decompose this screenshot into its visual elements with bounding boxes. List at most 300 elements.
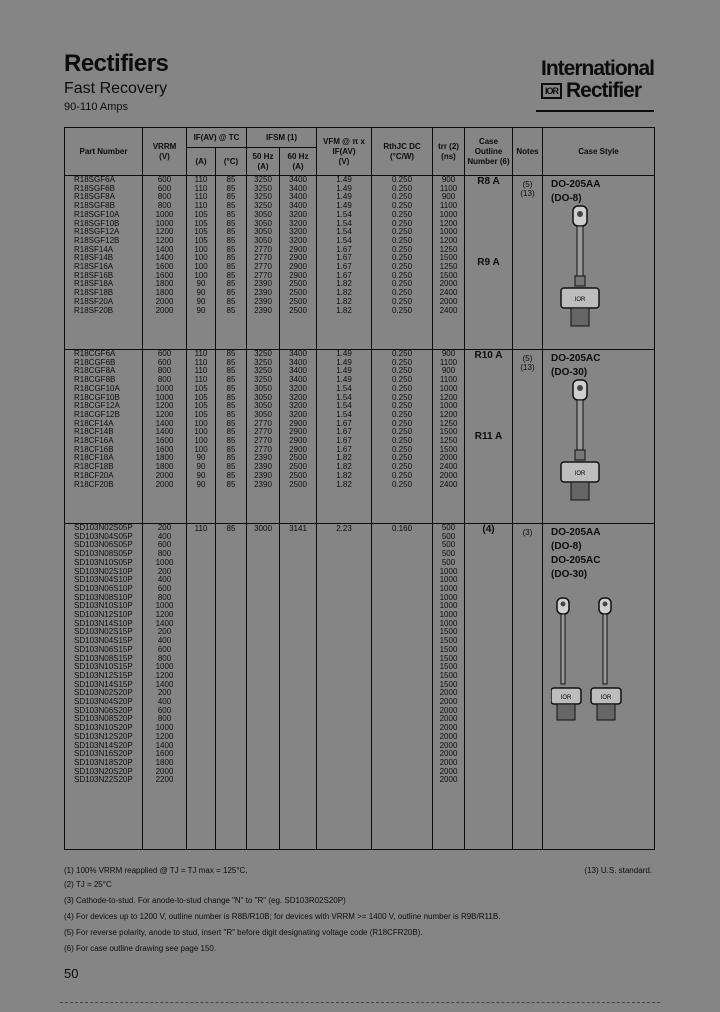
table-cell-ifsm60: 2500 <box>289 470 307 480</box>
part-number: R18SGF10B <box>74 218 120 228</box>
table-cell-vrrm: 1200 <box>155 731 174 741</box>
table-cell-trr: 1200 <box>439 235 458 245</box>
table-cell-trr: 2000 <box>439 766 458 776</box>
part-number: SD103N04S20P <box>74 697 133 707</box>
table-cell-ifav: 100 <box>194 427 208 437</box>
table-cell-trr: 2000 <box>439 697 458 707</box>
header-style: Case Style <box>543 128 655 176</box>
table-cell-trr: 2000 <box>439 714 458 724</box>
table-cell-ifav: 110 <box>194 192 208 202</box>
part-number: R18CF14B <box>74 427 114 437</box>
outline-r8a: R8 A <box>477 176 500 187</box>
footnote-2: (2) TJ = 25°C <box>64 880 112 889</box>
header-vrrm: VRRM (V) <box>143 128 187 176</box>
case-style-alt: (DO-30) <box>551 367 588 378</box>
table-cell-trr: 1500 <box>439 627 458 637</box>
outline-note-4: (4) <box>482 524 495 535</box>
table-cell-ifsm60: 2900 <box>289 418 307 428</box>
table-cell-trr: 1250 <box>439 436 458 446</box>
table-cell-vrrm: 1600 <box>155 262 174 272</box>
device-label-b: IOR <box>600 695 612 701</box>
table-cell-ifsm50: 3250 <box>254 366 272 376</box>
table-cell-ifsm50: 3050 <box>254 209 272 219</box>
part-number: SD103N10S20P <box>74 723 133 733</box>
table-cell-ifsm60: 2900 <box>289 444 307 454</box>
table-cell-ifsm50: 2390 <box>254 470 272 480</box>
header-trr: trr (2) (ns) <box>433 128 465 176</box>
table-cell-trr: 1000 <box>439 583 458 593</box>
part-number: R18CF16B <box>74 444 114 454</box>
ior-logo-icon: IOR <box>541 83 562 99</box>
part-number: R18SGF12A <box>74 227 120 237</box>
sd-tc: 85 <box>226 524 236 533</box>
part-number: SD103N02S05P <box>74 523 133 532</box>
table-cell-trr: 1250 <box>439 244 458 254</box>
part-number: R18CF14A <box>74 418 114 428</box>
table-cell-ifsm60: 2900 <box>289 244 307 254</box>
table-cell-tc: 85 <box>226 209 236 219</box>
table-cell-vfm: 1.67 <box>336 444 352 454</box>
part-number: R18CGF8B <box>74 375 116 385</box>
brand-line2-row <box>541 80 654 102</box>
table-cell-trr: 1000 <box>439 383 458 393</box>
table-cell-vrrm: 2000 <box>155 766 174 776</box>
bottom-divider <box>60 1002 660 1004</box>
part-number: R18SGF6B <box>74 183 115 193</box>
footnote-3: (3) Cathode-to-stud. For anode-to-stud change "N" to "R" (eg. SD103R02S20P) <box>64 896 346 905</box>
table-cell-vrrm: 2000 <box>155 470 174 480</box>
table-cell-ifsm50: 2770 <box>254 444 272 454</box>
table-cell-rth: 0.250 <box>392 409 413 419</box>
table-cell-ifsm50: 2390 <box>254 288 272 298</box>
table-cell-vfm: 1.49 <box>336 192 352 202</box>
table-cell-trr: 900 <box>441 175 456 184</box>
table-cell-vfm: 1.54 <box>336 401 352 411</box>
brand-logo <box>541 58 654 102</box>
table-cell-ifav: 105 <box>194 409 208 419</box>
table-cell-ifav: 105 <box>194 209 208 219</box>
table-cell-ifsm50: 2770 <box>254 262 272 272</box>
table-cell-vrrm: 800 <box>157 549 172 559</box>
table-cell-vrrm: 1200 <box>155 401 174 411</box>
brand-line2: Rectifier <box>566 79 642 102</box>
part-number: SD103N18S20P <box>74 757 133 767</box>
note-3: (3) <box>522 528 533 537</box>
table-cell-ifsm50: 2390 <box>254 296 272 306</box>
table-cell-vfm: 1.54 <box>336 227 352 237</box>
table-cell-ifsm60: 2500 <box>289 453 307 463</box>
sd-ifsm60: 3141 <box>289 524 307 533</box>
table-cell-ifsm60: 2500 <box>289 479 307 489</box>
table-cell-ifsm60: 3200 <box>289 218 307 228</box>
table-cell-trr: 1000 <box>439 401 458 411</box>
table-cell-vrrm: 200 <box>157 566 172 576</box>
table-cell-tc: 85 <box>226 253 236 263</box>
table-cell-rth: 0.250 <box>392 235 413 245</box>
table-cell-tc: 85 <box>226 470 236 480</box>
table-cell-vfm: 1.49 <box>336 175 352 184</box>
case-style-ac-alt: (DO-30) <box>551 569 588 580</box>
header-ifsm-60: 60 Hz (A) <box>280 148 317 176</box>
part-number: SD103N08S10P <box>74 592 133 602</box>
table-cell-ifsm60: 3400 <box>289 357 307 367</box>
current-range: 90-110 Amps <box>64 101 129 113</box>
table-cell-trr: 500 <box>441 549 456 559</box>
table-cell-ifsm50: 3050 <box>254 218 272 228</box>
table-cell-vrrm: 1400 <box>155 427 174 437</box>
table-cell-ifsm50: 3250 <box>254 175 272 184</box>
table-cell-trr: 1200 <box>439 409 458 419</box>
table-cell-ifsm50: 3250 <box>254 192 272 202</box>
table-cell-vfm: 1.67 <box>336 427 352 437</box>
part-number: SD103N10S10P <box>74 601 133 611</box>
case-style-cell <box>543 524 655 850</box>
table-cell-ifsm60: 2500 <box>289 305 307 315</box>
notes-cell <box>513 524 543 850</box>
table-cell-vfm: 1.67 <box>336 436 352 446</box>
table-cell-ifsm60: 2900 <box>289 253 307 263</box>
table-cell-trr: 500 <box>441 540 456 550</box>
table-cell-rth: 0.250 <box>392 209 413 219</box>
table-cell-rth: 0.250 <box>392 427 413 437</box>
table-cell-rth: 0.250 <box>392 479 413 489</box>
table-cell-ifsm60: 2500 <box>289 279 307 289</box>
table-cell-ifsm60: 2900 <box>289 436 307 446</box>
table-cell-vrrm: 1200 <box>155 409 174 419</box>
table-cell-rth: 0.250 <box>392 436 413 446</box>
table-cell-ifav: 110 <box>194 375 208 385</box>
table-cell-vfm: 1.54 <box>336 235 352 245</box>
table-cell-ifsm50: 2390 <box>254 479 272 489</box>
table-cell-rth: 0.250 <box>392 444 413 454</box>
table-cell-ifsm50: 2770 <box>254 436 272 446</box>
table-cell-vfm: 1.67 <box>336 270 352 280</box>
outline-r9a: R9 A <box>477 256 500 268</box>
header-part: Part Number <box>65 128 143 176</box>
table-cell-ifsm50: 2770 <box>254 418 272 428</box>
part-number: SD103N12S10P <box>74 610 133 620</box>
part-number: R18SGF10A <box>74 209 120 219</box>
table-cell-vfm: 1.49 <box>336 357 352 367</box>
notes-cell <box>513 350 543 524</box>
table-cell-rth: 0.250 <box>392 253 413 263</box>
table-cell-vrrm: 1200 <box>155 235 174 245</box>
table-cell-vfm: 1.82 <box>336 288 352 298</box>
table-cell-ifsm60: 2900 <box>289 262 307 272</box>
table-cell-rth: 0.250 <box>392 401 413 411</box>
note-13: (13) <box>520 363 535 372</box>
table-cell-vrrm: 1400 <box>155 253 174 263</box>
table-cell-vrrm: 400 <box>157 575 172 585</box>
header-outline: Case Outline Number (6) <box>465 128 513 176</box>
table-cell-vrrm: 1800 <box>155 279 174 289</box>
table-cell-rth: 0.250 <box>392 349 413 358</box>
table-cell-trr: 2000 <box>439 705 458 715</box>
case-style-cell <box>543 176 655 350</box>
table-cell-ifsm60: 3200 <box>289 209 307 219</box>
table-cell-trr: 1000 <box>439 566 458 576</box>
table-cell-tc: 85 <box>226 436 236 446</box>
table-cell-tc: 85 <box>226 401 236 411</box>
part-number: SD103N02S20P <box>74 688 133 698</box>
table-cell-vrrm: 800 <box>157 192 172 202</box>
table-cell-trr: 1500 <box>439 662 458 672</box>
table-cell-trr: 1500 <box>439 636 458 646</box>
table-cell-vrrm: 600 <box>157 705 172 715</box>
brand-rule <box>536 110 654 112</box>
table-cell-vrrm: 1600 <box>155 436 174 446</box>
table-cell-ifsm50: 3250 <box>254 183 272 193</box>
table-cell-vrrm: 2000 <box>155 479 174 489</box>
table-cell-vrrm: 1800 <box>155 288 174 298</box>
part-number: R18SF20A <box>74 296 114 306</box>
part-number: SD103N08S05P <box>74 549 133 559</box>
table-cell-ifsm60: 2500 <box>289 462 307 472</box>
table-cell-trr: 1500 <box>439 253 458 263</box>
header-ifav: IF(AV) @ TC <box>187 128 247 148</box>
table-cell-tc: 85 <box>226 375 236 385</box>
header-vfm: VFM @ π x IF(AV) (V) <box>317 128 372 176</box>
page-subtitle: Fast Recovery <box>64 80 168 97</box>
sd-ifsm50: 3000 <box>254 524 272 533</box>
outline-cell <box>465 524 513 850</box>
table-cell-tc: 85 <box>226 183 236 193</box>
part-number: R18SGF8B <box>74 201 115 211</box>
table-cell-vrrm: 1400 <box>155 618 174 628</box>
table-cell-ifsm60: 3400 <box>289 183 307 193</box>
table-cell-vrrm: 800 <box>157 714 172 724</box>
table-cell-tc: 85 <box>226 366 236 376</box>
table-cell-vrrm: 600 <box>157 183 172 193</box>
table-cell-rth: 0.250 <box>392 279 413 289</box>
table-cell-rth: 0.250 <box>392 366 413 376</box>
part-number: SD103N04S05P <box>74 531 133 541</box>
table-cell-tc: 85 <box>226 262 236 272</box>
table-cell-ifsm60: 3200 <box>289 409 307 419</box>
table-cell-ifsm50: 2390 <box>254 453 272 463</box>
part-number: SD103N16S20P <box>74 749 133 759</box>
table-cell-vfm: 1.54 <box>336 218 352 228</box>
part-number: R18SF18A <box>74 279 114 289</box>
case-style-label: DO-205AA <box>551 179 601 190</box>
table-cell-ifav: 105 <box>194 235 208 245</box>
table-cell-rth: 0.250 <box>392 462 413 472</box>
header-ifsm: IFSM (1) <box>247 128 317 148</box>
table-cell-vrrm: 400 <box>157 697 172 707</box>
table-cell-ifsm50: 2770 <box>254 270 272 280</box>
table-cell-rth: 0.250 <box>392 262 413 272</box>
table-cell-vfm: 1.54 <box>336 209 352 219</box>
case-style-aa: DO-205AA <box>551 527 601 538</box>
table-group-sd103 <box>65 524 655 850</box>
sd-ifav: 110 <box>194 524 208 533</box>
table-cell-rth: 0.250 <box>392 218 413 228</box>
table-cell-rth: 0.250 <box>392 375 413 385</box>
table-cell-ifav: 100 <box>194 253 208 263</box>
header-ifsm-50: 50 Hz (A) <box>247 148 280 176</box>
table-cell-trr: 1000 <box>439 610 458 620</box>
table-cell-vfm: 1.82 <box>336 462 352 472</box>
outline-r10a: R10 A <box>474 350 503 361</box>
table-cell-trr: 1200 <box>439 218 458 228</box>
table-cell-ifsm50: 3050 <box>254 401 272 411</box>
part-number: R18CGF12B <box>74 409 120 419</box>
part-number: R18SF14A <box>74 244 114 254</box>
table-cell-tc: 85 <box>226 235 236 245</box>
table-cell-trr: 1250 <box>439 418 458 428</box>
table-cell-rth: 0.250 <box>392 392 413 402</box>
table-cell-ifav: 110 <box>194 175 208 184</box>
table-cell-ifsm60: 2900 <box>289 427 307 437</box>
part-number: SD103N12S15P <box>74 670 133 680</box>
table-cell-trr: 500 <box>441 523 456 532</box>
table-cell-rth: 0.250 <box>392 305 413 315</box>
stud-device-icon <box>551 204 611 329</box>
table-cell-ifsm50: 3050 <box>254 227 272 237</box>
table-cell-ifsm60: 3200 <box>289 227 307 237</box>
table-cell-trr: 500 <box>441 557 456 567</box>
table-cell-ifav: 110 <box>194 357 208 367</box>
brand-line1: International <box>540 57 654 80</box>
table-cell-vfm: 1.82 <box>336 453 352 463</box>
part-number: SD103N02S10P <box>74 566 133 576</box>
part-number: R18CGF8A <box>74 366 116 376</box>
table-cell-rth: 0.250 <box>392 175 413 184</box>
table-cell-tc: 85 <box>226 279 236 289</box>
part-number: R18CGF10A <box>74 383 120 393</box>
table-cell-trr: 1100 <box>439 183 458 193</box>
table-cell-vrrm: 1000 <box>155 662 174 672</box>
table-cell-rth: 0.250 <box>392 296 413 306</box>
part-number: SD103N20S20P <box>74 766 133 776</box>
table-cell-ifav: 100 <box>194 244 208 254</box>
table-cell-vrrm: 600 <box>157 644 172 654</box>
part-number: SD103N04S15P <box>74 636 133 646</box>
table-cell-rth: 0.250 <box>392 383 413 393</box>
table-cell-vfm: 1.82 <box>336 479 352 489</box>
table-cell-ifav: 90 <box>196 479 206 489</box>
case-style-cell <box>543 350 655 524</box>
table-cell-ifsm50: 2390 <box>254 305 272 315</box>
part-number: SD103N06S05P <box>74 540 133 550</box>
table-cell-ifsm60: 3200 <box>289 235 307 245</box>
table-cell-ifsm60: 3200 <box>289 401 307 411</box>
part-number: SD103N06S10P <box>74 583 133 593</box>
table-cell-vrrm: 400 <box>157 531 172 541</box>
stud-device-pair-icon <box>551 592 641 727</box>
table-cell-vfm: 1.54 <box>336 383 352 393</box>
stud-device-icon <box>551 378 611 503</box>
table-cell-trr: 1500 <box>439 270 458 280</box>
table-cell-tc: 85 <box>226 201 236 211</box>
table-cell-ifsm50: 3250 <box>254 349 272 358</box>
table-cell-vrrm: 1800 <box>155 453 174 463</box>
table-cell-vrrm: 800 <box>157 653 172 663</box>
table-cell-ifav: 110 <box>194 201 208 211</box>
table-cell-trr: 900 <box>441 192 456 202</box>
table-cell-tc: 85 <box>226 218 236 228</box>
table-cell-trr: 2000 <box>439 723 458 733</box>
table-cell-vfm: 1.82 <box>336 279 352 289</box>
part-number: R18SF20B <box>74 305 114 315</box>
table-group-r18c <box>65 350 655 524</box>
table-cell-tc: 85 <box>226 383 236 393</box>
table-cell-trr: 1500 <box>439 670 458 680</box>
table-cell-vfm: 1.54 <box>336 409 352 419</box>
header-rthjc: RthJC DC (°C/W) <box>372 128 433 176</box>
sd-vfm: 2.23 <box>336 524 352 533</box>
table-cell-vfm: 1.49 <box>336 349 352 358</box>
part-number: R18SGF8A <box>74 192 115 202</box>
part-number: R18SF14B <box>74 253 114 263</box>
table-cell-trr: 1500 <box>439 644 458 654</box>
part-number: R18SGF6A <box>74 175 115 184</box>
table-cell-ifav: 90 <box>196 462 206 472</box>
table-cell-trr: 2000 <box>439 688 458 698</box>
header-tc-unit: (°C) <box>216 148 247 176</box>
table-cell-trr: 1100 <box>439 201 458 211</box>
table-cell-vfm: 1.49 <box>336 375 352 385</box>
part-number: R18CGF6A <box>74 349 116 358</box>
table-cell-tc: 85 <box>226 427 236 437</box>
table-cell-tc: 85 <box>226 479 236 489</box>
part-number: R18CF18A <box>74 453 114 463</box>
table-cell-rth: 0.250 <box>392 270 413 280</box>
part-number: R18CF20B <box>74 479 114 489</box>
table-cell-vrrm: 1400 <box>155 244 174 254</box>
table-cell-ifsm50: 3050 <box>254 409 272 419</box>
table-cell-vrrm: 800 <box>157 366 172 376</box>
table-cell-rth: 0.250 <box>392 288 413 298</box>
case-style-ac: DO-205AC <box>551 555 601 566</box>
table-cell-trr: 2400 <box>439 305 458 315</box>
table-cell-ifsm60: 3400 <box>289 375 307 385</box>
table-cell-ifav: 100 <box>194 270 208 280</box>
table-cell-vrrm: 1000 <box>155 723 174 733</box>
table-cell-tc: 85 <box>226 357 236 367</box>
part-number: SD103N14S10P <box>74 618 133 628</box>
table-cell-vrrm: 600 <box>157 583 172 593</box>
table-cell-tc: 85 <box>226 244 236 254</box>
table-cell-ifsm50: 2770 <box>254 244 272 254</box>
table-cell-vrrm: 1200 <box>155 610 174 620</box>
table-cell-tc: 85 <box>226 462 236 472</box>
table-cell-vrrm: 400 <box>157 636 172 646</box>
notes-cell <box>513 176 543 350</box>
table-cell-rth: 0.250 <box>392 244 413 254</box>
footnote-5: (5) For reverse polarity, anode to stud, insert "R" before digit designating voltage code (R18CFR20B). <box>64 928 423 937</box>
case-style-aa-alt: (DO-8) <box>551 541 582 552</box>
table-cell-ifsm60: 3400 <box>289 349 307 358</box>
part-number: R18SF16B <box>74 270 114 280</box>
table-cell-tc: 85 <box>226 270 236 280</box>
table-cell-ifsm50: 2390 <box>254 462 272 472</box>
table-cell-vrrm: 1600 <box>155 444 174 454</box>
table-cell-ifsm60: 3400 <box>289 201 307 211</box>
rectifier-table <box>64 127 655 850</box>
table-cell-vfm: 1.82 <box>336 470 352 480</box>
part-number: R18CGF6B <box>74 357 116 367</box>
part-number: R18CGF10B <box>74 392 120 402</box>
table-cell-ifsm50: 2390 <box>254 279 272 289</box>
device-label: IOR <box>574 471 586 477</box>
table-cell-tc: 85 <box>226 296 236 306</box>
table-cell-vrrm: 600 <box>157 540 172 550</box>
table-cell-vrrm: 1000 <box>155 557 174 567</box>
table-cell-trr: 2000 <box>439 470 458 480</box>
part-number: SD103N04S10P <box>74 575 133 585</box>
table-cell-tc: 85 <box>226 227 236 237</box>
